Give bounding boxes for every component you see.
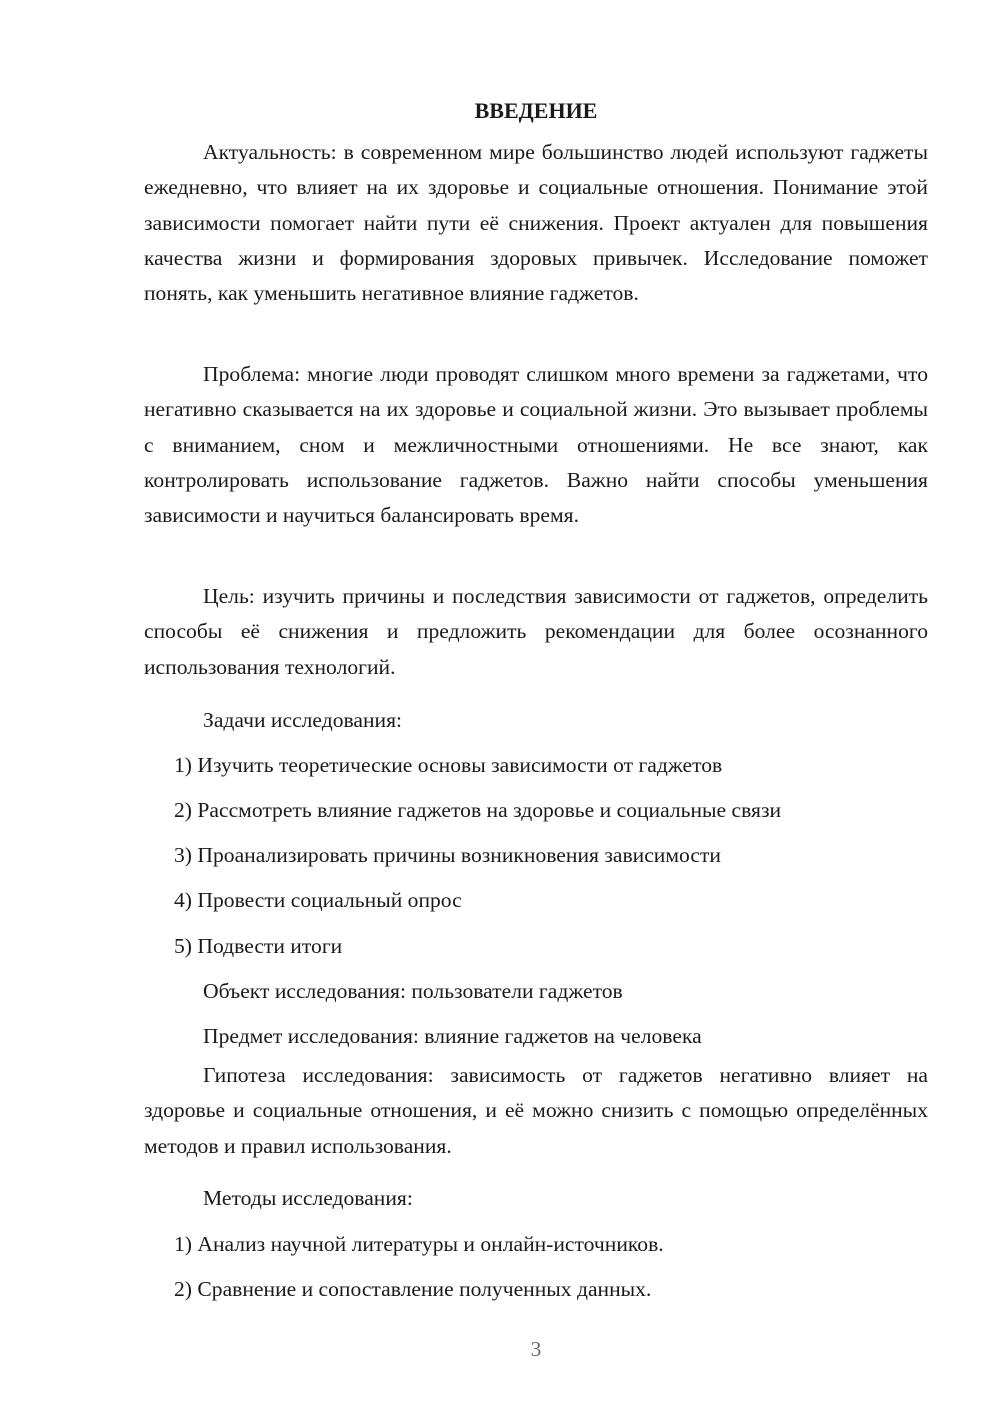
section-title: ВВЕДЕНИЕ	[474, 98, 598, 123]
method-item-2: 2) Сравнение и сопоставление полученных данных.	[174, 1277, 652, 1301]
research-object: Объект исследования: пользователи гаджетов	[203, 979, 623, 1003]
methods-heading: Методы исследования:	[203, 1186, 413, 1210]
task-item-5: 5) Подвести итоги	[174, 934, 343, 958]
research-subject: Предмет исследования: влияние гаджетов на человека	[203, 1024, 702, 1048]
task-item-2: 2) Рассмотреть влияние гаджетов на здоровье и социальные связи	[174, 798, 782, 822]
task-item-4: 4) Провести социальный опрос	[174, 888, 462, 912]
problem-paragraph: Проблема: многие люди проводят слишком много времени за гаджетами, что негативно сказывается на их здоровье и социальной жизни. Это вызывает проблемы с вниманием, сном и межличностными отношениями. Не все знают, как контролировать использование гаджетов. Важно найти способы уменьшения зависимости и научиться балансировать время.	[144, 362, 928, 528]
method-item-1: 1) Анализ научной литературы и онлайн-источников.	[174, 1232, 664, 1256]
relevance-paragraph: Актуальность: в современном мире большинство людей используют гаджеты ежедневно, что влияет на их здоровье и социальные отношения. Понимание этой зависимости помогает найти пути её снижения. Проект актуален для повышения качества жизни и формирования здоровых привычек. Исследование поможет понять, как уменьшить негативное влияние гаджетов.	[144, 140, 928, 306]
tasks-heading: Задачи исследования:	[203, 708, 403, 732]
task-item-3: 3) Проанализировать причины возникновения зависимости	[174, 843, 721, 867]
goal-paragraph: Цель: изучить причины и последствия зависимости от гаджетов, определить способы её снижения и предложить рекомендации для более осознанного использования технологий.	[144, 584, 928, 679]
task-item-1: 1) Изучить теоретические основы зависимости от гаджетов	[174, 753, 723, 777]
hypothesis-paragraph: Гипотеза исследования: зависимость от гаджетов негативно влияет на здоровье и социальные отношения, и её можно снизить с помощью определённых методов и правил использования.	[144, 1063, 928, 1158]
page-number: 3	[530, 1337, 542, 1361]
